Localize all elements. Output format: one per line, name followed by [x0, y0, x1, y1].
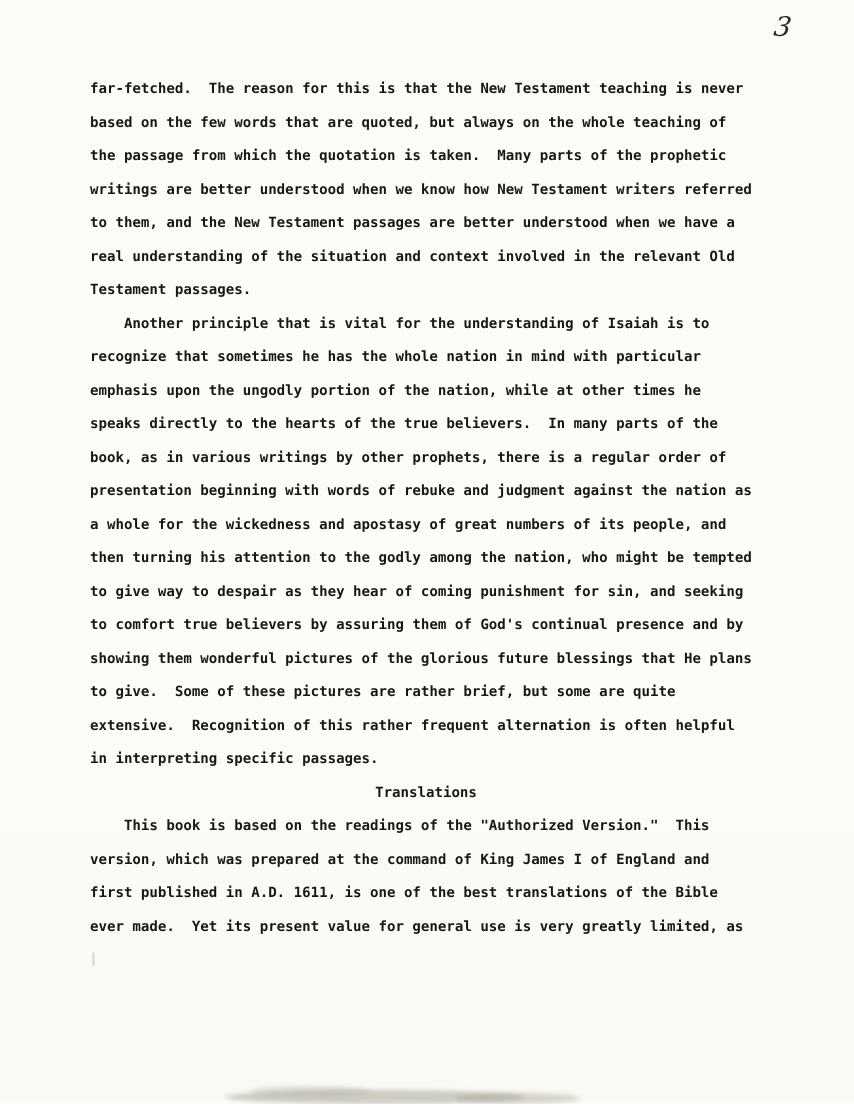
text-line: recognize that sometimes he has the whole nation in mind with particular	[90, 349, 701, 365]
page-number-handwritten: 3	[771, 11, 794, 44]
text-line: This book is based on the readings of the "Authorized Version." This	[90, 818, 710, 834]
text-line: version, which was prepared at the command of King James I of England and	[90, 851, 710, 868]
text-line: to them, and the New Testament passages are better understood when we have a	[90, 215, 735, 231]
text-line: to comfort true believers by assuring them of God's continual presence and by	[90, 617, 744, 633]
text-line: first published in A.D. 1611, is one of the best translations of the Bible	[90, 885, 718, 901]
text-line: to give way to despair as they hear of coming punishment for sin, and seeking	[90, 583, 744, 600]
paragraph-continuation	[90, 73, 762, 308]
text-line: speaks directly to the hearts of the true believers. In many parts of the	[90, 416, 718, 432]
text-line: in interpreting specific passages.	[90, 751, 379, 767]
text-line: extensive. Recognition of this rather frequent alternation is often helpful	[90, 717, 735, 734]
text-line: Testament passages.	[90, 282, 252, 298]
paragraph-another-principle	[90, 308, 762, 777]
text-line: Another principle that is vital for the understanding of Isaiah is to	[90, 315, 710, 332]
text-line: the passage from which the quotation is taken. Many parts of the prophetic	[90, 148, 727, 164]
text-line: book, as in various writings by other prophets, there is a regular order of	[90, 449, 727, 466]
text-line: based on the few words that are quoted, but always on the whole teaching of	[90, 114, 727, 131]
paragraph-authorized-version	[90, 810, 762, 944]
text-line: ever made. Yet its present value for general use is very greatly limited, as	[90, 918, 744, 935]
text-line: to give. Some of these pictures are rather brief, but some are quite	[90, 684, 676, 700]
text-line: presentation beginning with words of rebuke and judgment against the nation as	[90, 483, 752, 499]
section-heading-translations: Translations	[375, 784, 477, 801]
text-line: real understanding of the situation and context involved in the relevant Old	[90, 248, 735, 265]
text-line: a whole for the wickedness and apostasy of great numbers of its people, and	[90, 516, 727, 533]
scan-smudge	[455, 1093, 580, 1104]
text-line: far-fetched. The reason for this is that the New Testament teaching is never	[90, 81, 744, 97]
typewritten-text-block	[90, 73, 762, 944]
text-line: then turning his attention to the godly among the nation, who might be tempted	[90, 550, 752, 566]
text-line: showing them wonderful pictures of the glorious future blessings that He plans	[90, 650, 752, 667]
text-line: writings are better understood when we know how New Testament writers referred	[90, 181, 752, 198]
scan-artifact-mark	[92, 952, 95, 966]
text-line: emphasis upon the ungodly portion of the nation, while at other times he	[90, 382, 701, 399]
